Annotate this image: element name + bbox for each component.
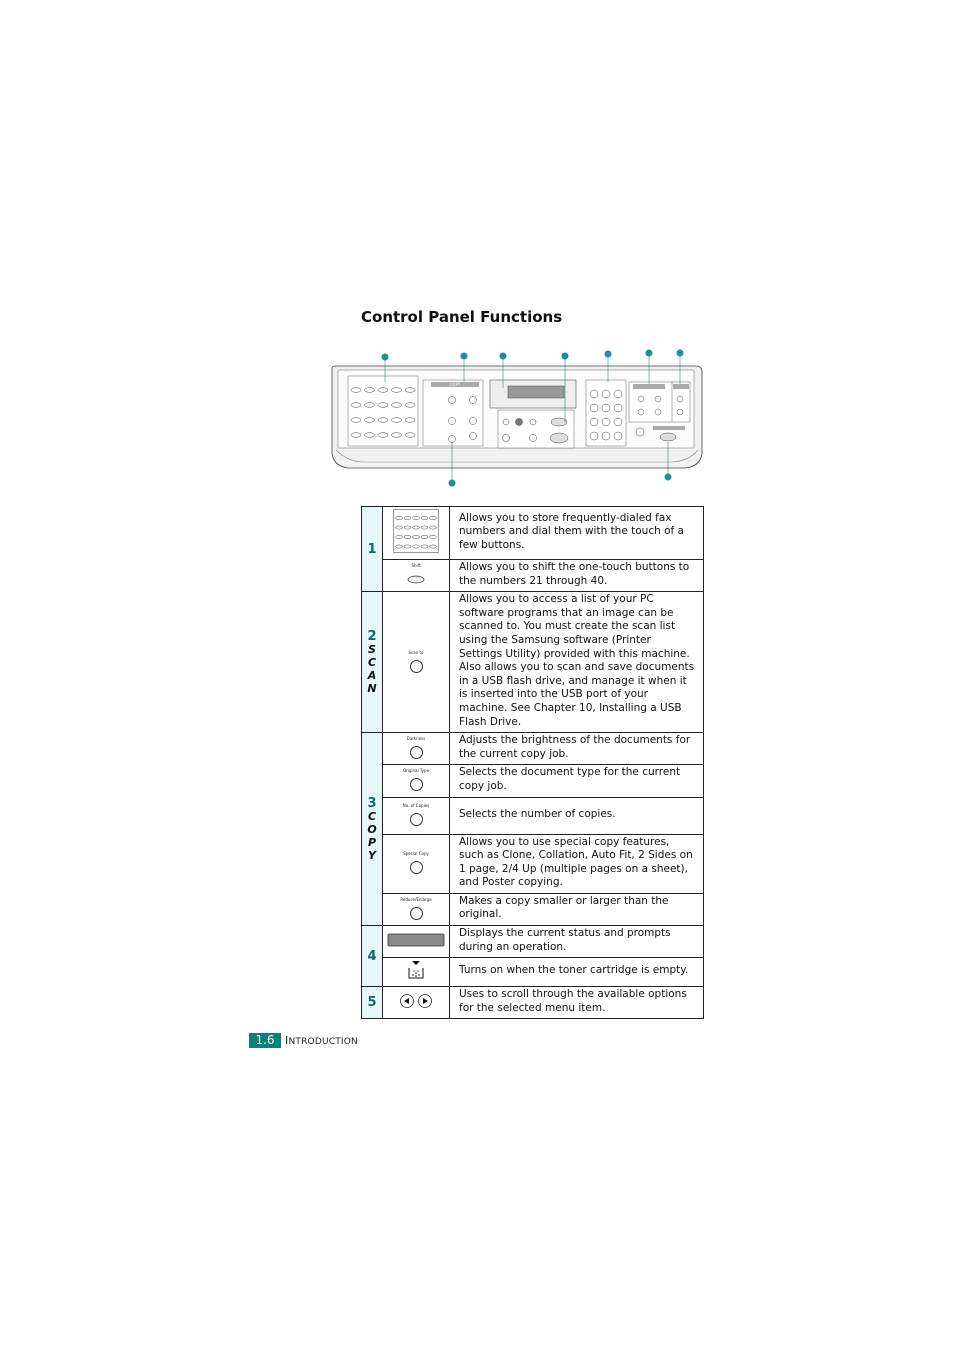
row-description: Uses to scroll through the available options for the selected menu item. [450, 987, 704, 1019]
one-touch-button [378, 388, 388, 393]
one-touch-button [351, 418, 361, 423]
row-description: Displays the current status and prompts during an operation. [450, 926, 704, 958]
row-description: Selects the document type for the current copy job. [450, 765, 704, 797]
one-touch-button [404, 516, 411, 519]
one-touch-button [421, 545, 428, 548]
one-touch-button [351, 403, 361, 408]
one-touch-button [392, 433, 402, 438]
one-touch-button [378, 403, 388, 408]
keypad-key [602, 418, 610, 426]
one-touch-buttons-icon [383, 507, 450, 560]
one-touch-button [404, 535, 411, 538]
no-of-copies-button-icon: No. of Copies [383, 797, 450, 834]
one-touch-button [421, 516, 428, 519]
page-number: 1.6 [249, 1033, 281, 1048]
keypad-key [614, 390, 622, 398]
one-touch-button [405, 403, 415, 408]
reduce-enlarge-button-icon: Reduce/Enlarge [383, 893, 450, 925]
one-touch-button [413, 545, 420, 548]
group-number: 4 [362, 926, 383, 987]
one-touch-button [365, 418, 375, 423]
keypad-key [602, 432, 610, 440]
one-touch-button [413, 535, 420, 538]
keypad-key [590, 404, 598, 412]
one-touch-button [404, 545, 411, 548]
group-number: 5 [362, 987, 383, 1019]
one-touch-button [396, 516, 403, 519]
one-touch-button [392, 418, 402, 423]
keypad-key [602, 390, 610, 398]
display-icon [383, 926, 450, 958]
scroll-buttons-icon [383, 987, 450, 1019]
one-touch-button [396, 535, 403, 538]
control-panel-figure [328, 346, 706, 488]
one-touch-button [430, 535, 437, 538]
copy-header: COPY [449, 382, 461, 387]
one-touch-button [405, 433, 415, 438]
one-touch-button [421, 526, 428, 529]
special-copy-button-icon: Special Copy [383, 834, 450, 893]
keypad-key [614, 404, 622, 412]
one-touch-button [392, 388, 402, 393]
table-row [362, 797, 704, 834]
scan-to-button-icon: Scan to [383, 592, 450, 733]
one-touch-button [430, 516, 437, 519]
one-touch-button [378, 433, 388, 438]
table-row [362, 592, 704, 733]
table-row [362, 926, 704, 958]
group-number: 3 C O P Y [362, 733, 383, 926]
row-description: Adjusts the brightness of the documents for the current copy job. [450, 733, 704, 765]
row-description: Allows you to use special copy features, such as Clone, Collation, Auto Fit, 2 Sides on 1 page, 2/4 Up (multiple pages on a sheet), and Poster copying. [450, 834, 704, 893]
keypad-key [590, 390, 598, 398]
section-name: INTRODUCTION [285, 1033, 358, 1047]
keypad-key [590, 418, 598, 426]
darkness-button-icon: Darkness [383, 733, 450, 765]
one-touch-button [430, 545, 437, 548]
one-touch-button [396, 526, 403, 529]
row-description: Allows you to shift the one-touch buttons to the numbers 21 through 40. [450, 560, 704, 592]
keypad-key [590, 432, 598, 440]
one-touch-button [392, 403, 402, 408]
page-title: Control Panel Functions [361, 308, 563, 326]
table-row [362, 765, 704, 797]
one-touch-button [351, 388, 361, 393]
one-touch-button [378, 418, 388, 423]
one-touch-button [405, 388, 415, 393]
group-number: 1 [362, 507, 383, 592]
table-row [362, 987, 704, 1019]
row-description: Makes a copy smaller or larger than the original. [450, 893, 704, 925]
table-row [362, 893, 704, 925]
table-row [362, 507, 704, 560]
table-row [362, 733, 704, 765]
one-touch-button [413, 516, 420, 519]
page-footer [249, 1032, 358, 1048]
keypad-key [602, 404, 610, 412]
row-description: Allows you to store frequently-dialed fax numbers and dial them with the touch of a few buttons. [450, 507, 704, 560]
table-row [362, 834, 704, 893]
one-touch-button [430, 526, 437, 529]
table-row [362, 560, 704, 592]
one-touch-button [396, 545, 403, 548]
keypad-key [614, 418, 622, 426]
row-description: Turns on when the toner cartridge is empty. [450, 958, 704, 987]
original-type-button-icon: Original Type [383, 765, 450, 797]
one-touch-button [404, 526, 411, 529]
one-touch-button [351, 433, 361, 438]
one-touch-button [405, 418, 415, 423]
table-row [362, 958, 704, 987]
toner-icon [383, 958, 450, 987]
one-touch-button [413, 526, 420, 529]
one-touch-button [421, 535, 428, 538]
group-number: 2 S C A N [362, 592, 383, 733]
function-table [361, 506, 704, 1019]
shift-button-icon: Shift [383, 560, 450, 592]
one-touch-button [365, 403, 375, 408]
keypad-key [614, 432, 622, 440]
one-touch-button [365, 433, 375, 438]
row-description: Allows you to access a list of your PC software programs that an image can be scanned to. You must create the scan list using the Samsung software (Printer Settings Utility) provided with this machine. Also allows you to scan and save documents in a USB flash drive, and manage it when it is inserted into the USB port of your machine. See Chapter 10, Installing a USB Flash Drive. [450, 592, 704, 733]
row-description: Selects the number of copies. [450, 797, 704, 834]
one-touch-button [365, 388, 375, 393]
